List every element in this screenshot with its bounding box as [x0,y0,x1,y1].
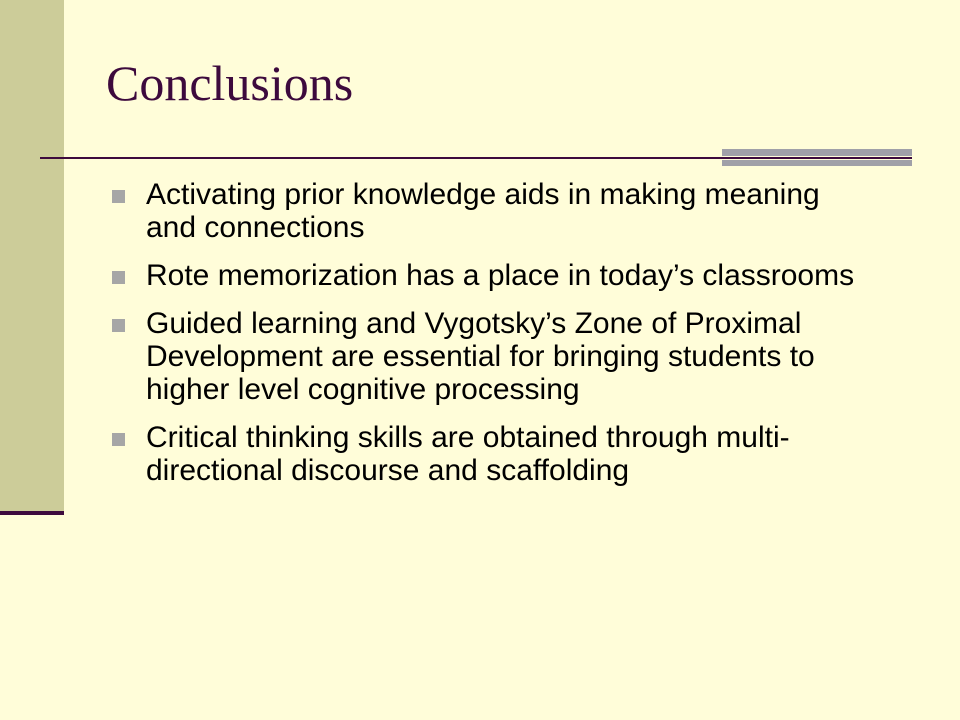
title-rule-accent-bottom [722,160,912,166]
bullet-text: Activating prior knowledge aids in making meaning and connections [146,178,820,244]
sidebar-decoration [0,0,64,512]
square-bullet-icon [112,190,125,203]
bullet-text: Guided learning and Vygotsky’s Zone of Proximal Development are essential for bringing students to higher level cognitive processing [146,307,815,406]
square-bullet-icon [112,319,125,332]
square-bullet-icon [112,433,125,446]
sidebar-accent-line [0,511,64,515]
bullet-item [108,307,878,406]
bullet-item [108,259,878,292]
title-rule [40,157,912,159]
bullet-item [108,178,878,244]
bullet-text: Rote memorization has a place in today’s classrooms [146,259,855,292]
bullet-item [108,421,878,487]
title-rule-accent-top [722,149,912,156]
square-bullet-icon [112,271,125,284]
bullet-text: Critical thinking skills are obtained through multi-directional discourse and scaffolding [146,421,790,487]
slide-title: Conclusions [106,55,354,111]
bullet-list [108,178,878,502]
